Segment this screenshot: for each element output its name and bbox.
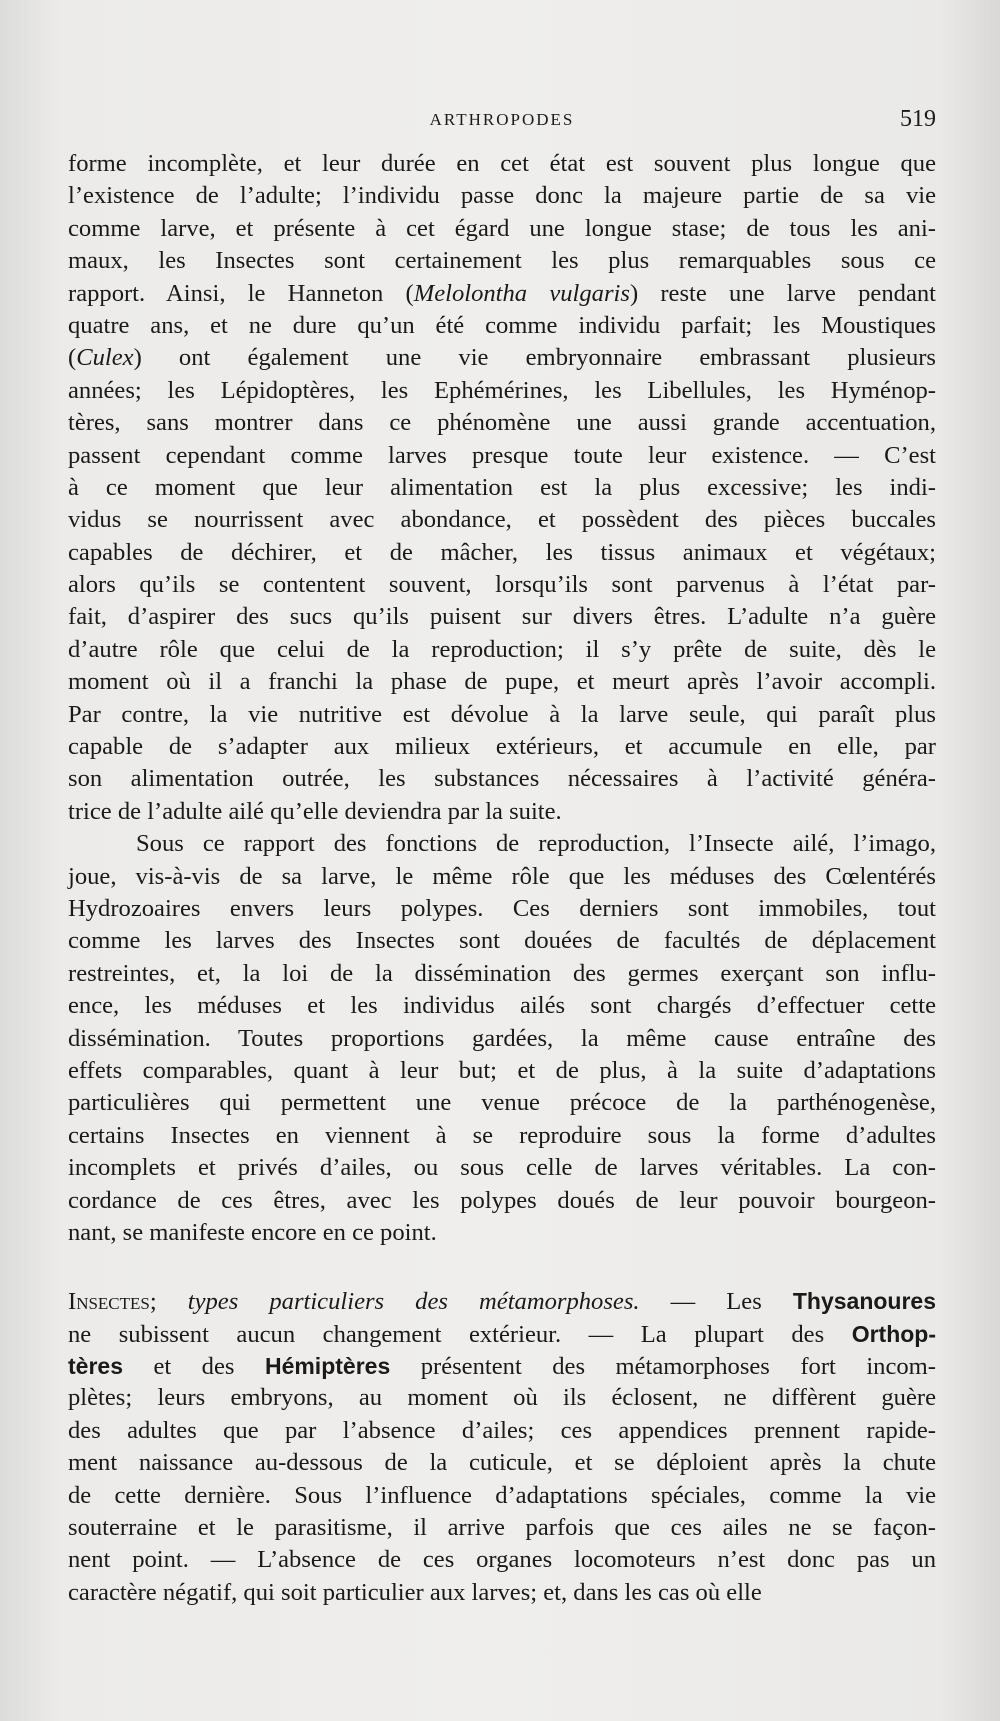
text-line xyxy=(68,342,936,374)
text-run: quatre ans, et ne dure qu’un été comme individu parfait; les Moustiques xyxy=(68,311,936,339)
page-body xyxy=(68,148,936,1609)
text-run: incomplets et privés d’ailes, ou sous celle de larves véritables. La con- xyxy=(68,1154,936,1182)
text-line xyxy=(68,407,936,439)
text-run: comme les larves des Insectes sont douées de facultés de déplacement xyxy=(68,927,936,955)
text-run: son alimentation outrée, les substances nécessaires à l’activité généra- xyxy=(68,765,936,793)
text-line xyxy=(68,1087,936,1119)
small-caps-text: Insectes xyxy=(68,1288,150,1316)
text-run: ) ont également une vie embryonnaire embrassant plusieurs xyxy=(133,344,936,372)
text-run: l’existence de l’adulte; l’individu passe donc la majeure partie de sa vie xyxy=(68,182,936,210)
text-line xyxy=(68,634,936,666)
text-run: années; les Lépidoptères, les Ephémérines, les Libellules, les Hyménop- xyxy=(68,376,936,404)
text-line xyxy=(68,1350,936,1382)
text-run: Sous ce rapport des fonctions de reproduction, l’Insecte ailé, l’imago, xyxy=(136,830,936,858)
text-run: comme larve, et présente à cet égard une longue stase; de tous les ani- xyxy=(68,214,936,242)
text-run: alors qu’ils se contentent souvent, lorsqu’ils sont parvenus à l’état par- xyxy=(68,571,936,599)
text-run: cordance de ces êtres, avec les polypes doués de leur pouvoir bourgeon- xyxy=(68,1186,936,1214)
text-run: ; xyxy=(149,1288,188,1316)
text-run: à ce moment que leur alimentation est la plus excessive; les indi- xyxy=(68,473,936,501)
text-run: fait, d’aspirer des sucs qu’ils puisent sur divers êtres. L’adulte n’a guère xyxy=(68,603,936,631)
text-run: Hydrozoaires envers leurs polypes. Ces derniers sont immobiles, tout xyxy=(68,894,936,922)
running-head: ARTHROPODES xyxy=(429,110,575,129)
text-run: de cette dernière. Sous l’influence d’adaptations spéciales, comme la vie xyxy=(68,1481,936,1509)
text-line xyxy=(68,1544,936,1576)
text-line xyxy=(68,1447,936,1479)
text-line xyxy=(68,699,936,731)
text-line xyxy=(68,1382,936,1414)
text-line xyxy=(68,601,936,633)
text-run: capables de déchirer, et de mâcher, les tissus animaux et végétaux; xyxy=(68,538,936,566)
text-run: passent cependant comme larves presque toute leur existence. — C’est xyxy=(68,441,936,469)
text-run: présentent des métamorphoses fort incom- xyxy=(390,1353,936,1381)
text-run: trice de l’adulte ailé qu’elle deviendra par la suite. xyxy=(68,797,562,825)
text-run: particulières qui permettent une venue précoce de la parthénogenèse, xyxy=(68,1089,936,1117)
text-line xyxy=(68,1318,936,1350)
text-run: souterraine et le parasitisme, il arrive parfois que ces ailes ne se façon- xyxy=(68,1514,936,1542)
text-line xyxy=(68,828,936,860)
text-line xyxy=(68,1577,936,1609)
text-run: restreintes, et, la loi de la dissémination des germes exerçant son influ- xyxy=(68,959,936,987)
text-line xyxy=(68,1185,936,1217)
text-line xyxy=(68,666,936,698)
text-line xyxy=(68,278,936,310)
text-run: tères, sans montrer dans ce phénomène une aussi grande accentuation, xyxy=(68,409,936,437)
text-line xyxy=(68,925,936,957)
bold-term: tères xyxy=(68,1353,123,1380)
italic-text: Melolontha vulgaris xyxy=(413,279,630,307)
page-header xyxy=(68,106,936,140)
text-line xyxy=(68,440,936,472)
bold-term: Hémiptères xyxy=(264,1353,391,1380)
text-run: ) reste une larve pendant xyxy=(629,279,936,307)
text-run: capable de s’adapter aux milieux extérieurs, et accumule en elle, par xyxy=(68,733,936,761)
text-line xyxy=(68,763,936,795)
bold-term: Orthop- xyxy=(851,1320,936,1347)
text-line xyxy=(68,1152,936,1184)
text-line xyxy=(68,148,936,180)
text-line xyxy=(68,1512,936,1544)
text-line xyxy=(68,796,936,828)
text-line xyxy=(68,1480,936,1512)
italic-text: types particuliers des métamorphoses. xyxy=(187,1288,640,1316)
text-run: Par contre, la vie nutritive est dévolue à la larve seule, qui paraît plus xyxy=(68,700,936,728)
text-line xyxy=(68,1023,936,1055)
text-run: vidus se nourrissent avec abondance, et possèdent des pièces buccales xyxy=(68,506,936,534)
text-run: nant, se manifeste encore en ce point. xyxy=(68,1218,437,1246)
text-line xyxy=(68,990,936,1022)
text-line xyxy=(68,310,936,342)
text-line xyxy=(68,180,936,212)
text-run: joue, vis-à-vis de sa larve, le même rôle que les méduses des Cœlentérés xyxy=(68,862,936,890)
text-line xyxy=(68,1055,936,1087)
text-line xyxy=(68,1415,936,1447)
text-line xyxy=(68,1217,936,1249)
text-run: d’autre rôle que celui de la reproduction; il s’y prête de suite, dès le xyxy=(68,635,936,663)
text-run: plètes; leurs embryons, au moment où ils éclosent, ne diffèrent guère xyxy=(68,1384,936,1412)
page-number: 519 xyxy=(900,106,936,132)
text-line xyxy=(68,504,936,536)
text-run: ne subissent aucun changement extérieur. — La plupart des xyxy=(68,1320,852,1348)
text-line xyxy=(68,958,936,990)
section-gap xyxy=(68,1249,936,1285)
text-run: effets comparables, quant à leur but; et de plus, à la suite d’adaptations xyxy=(68,1056,936,1084)
text-line xyxy=(68,893,936,925)
text-line xyxy=(68,569,936,601)
text-line xyxy=(68,537,936,569)
text-run: dissémination. Toutes proportions gardées, la même cause entraîne des xyxy=(68,1024,936,1052)
text-run: nent point. — L’absence de ces organes locomoteurs n’est donc pas un xyxy=(68,1546,936,1574)
text-line xyxy=(68,1285,936,1317)
text-run: caractère négatif, qui soit particulier aux larves; et, dans les cas où elle xyxy=(68,1578,762,1606)
italic-text: Culex xyxy=(76,344,134,372)
text-run: ment naissance au-dessous de la cuticule, et se déploient après la chute xyxy=(68,1449,936,1477)
text-line xyxy=(68,472,936,504)
text-run: certains Insectes en viennent à se reproduire sous la forme d’adultes xyxy=(68,1121,936,1149)
text-run: forme incomplète, et leur durée en cet état est souvent plus longue que xyxy=(68,150,936,177)
text-run: ( xyxy=(68,344,77,372)
text-line xyxy=(68,213,936,245)
text-run: et des xyxy=(122,1353,265,1381)
text-run: ence, les méduses et les individus ailés sont chargés d’effectuer cette xyxy=(68,992,936,1020)
bold-term: Thysanoures xyxy=(792,1288,936,1315)
text-line xyxy=(68,1120,936,1152)
text-line xyxy=(68,861,936,893)
text-line xyxy=(68,731,936,763)
text-run: maux, les Insectes sont certainement les plus remarquables sous ce xyxy=(68,247,936,275)
text-run: moment où il a franchi la phase de pupe, et meurt après l’avoir accompli. xyxy=(68,668,936,696)
text-line xyxy=(68,375,936,407)
text-run: — Les xyxy=(639,1288,793,1316)
text-run: rapport. Ainsi, le Hanneton ( xyxy=(68,279,414,307)
text-run: des adultes que par l’absence d’ailes; ces appendices prennent rapide- xyxy=(68,1416,936,1444)
text-line xyxy=(68,245,936,277)
